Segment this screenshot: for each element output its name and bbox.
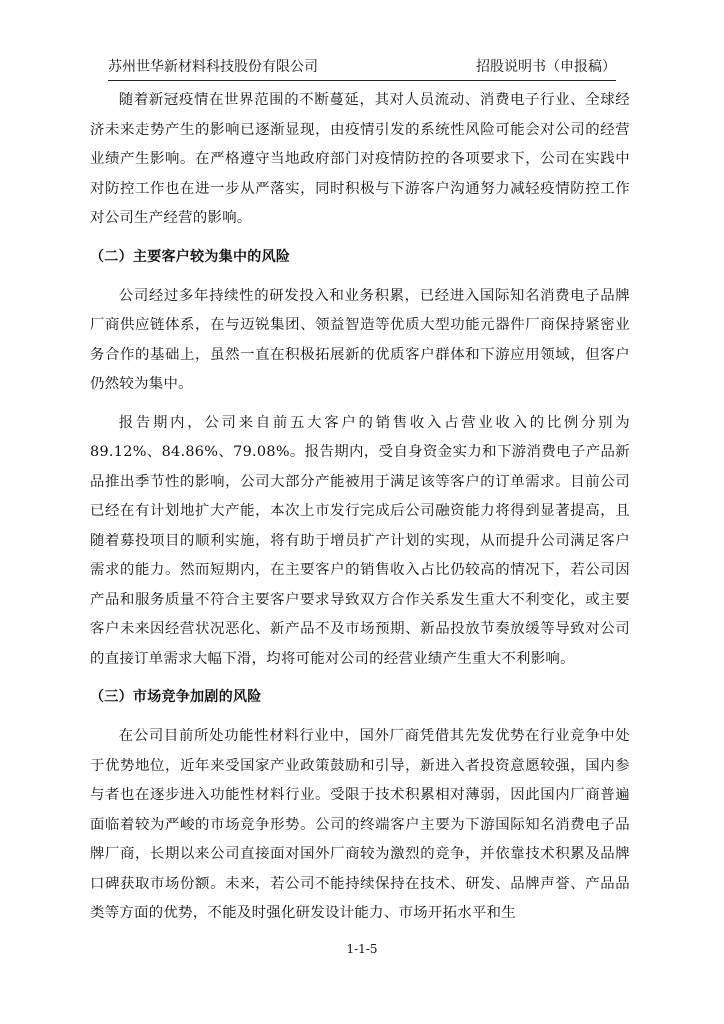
paragraph-customer-revenue-share: 报告期内，公司来自前五大客户的销售收入占营业收入的比例分别为89.12%、84.86%、79.08%。报告期内，受自身资金实力和下游消费电子产品新品推出季节性的影响，公司大部分产能被用于满足该等客户的订单需求。目前公司已经在有计划地扩大产能，本次上市发行完成后公司融资能力将得到显著提高，且随着募投项目的顺利实施，将有助于增员扩产计划的实现，从而提升公司满足客户需求的能力。然而短期内，在主要客户的销售收入占比仍较高的情况下，若公司因产品和服务质量不符合主要客户要求导致双方合作关系发生重大不利变化，或主要客户未来因经营状况恶化、新产品不及市场预期、新品投放节奏放缓等导致对公司的直接订单需求大幅下滑，均将可能对公司的经营业绩产生重大不利影响。: [90, 414, 630, 667]
section-heading-customer-concentration: （二）主要客户较为集中的风险: [90, 248, 291, 265]
paragraph-market-competition: 在公司目前所处功能性材料行业中，国外厂商凭借其先发优势在行业竞争中处于优势地位，近年来受国家产业政策鼓励和引导，新进入者投资意愿较强，国内参与者也在逐步进入功能性材料行业。受限于技术积累相对薄弱，因此国内厂商普遍面临着较为严峻的市场竞争形势。公司的终端客户主要为下游国际知名消费电子品牌厂商，长期以来公司直接面对国外厂商较为激烈的竞争，并依靠技术积累及品牌口碑获取市场份额。未来，若公司不能持续保持在技术、研发、品牌声誉、产品品类等方面的优势，不能及时强化研发设计能力、市场开拓水平和生: [90, 728, 630, 921]
page-header: [108, 58, 616, 81]
header-document-title: 招股说明书（申报稿）: [476, 59, 616, 75]
header-company-name: 苏州世华新材料科技股份有限公司: [108, 59, 318, 75]
page-body: [90, 86, 630, 938]
page-number: 1-1-5: [346, 942, 378, 956]
section-heading-market-competition: （三）市场竞争加剧的风险: [90, 689, 262, 705]
paragraph-customer-concentration: 公司经过多年持续性的研发投入和业务积累，已经进入国际知名消费电子品牌厂商供应链体系，在与迈锐集团、领益智造等优质大型功能元器件厂商保持紧密业务合作的基础上，虽然一直在积极拓展新的优质客户群体和下游应用领域，但客户仍然较为集中。: [90, 287, 630, 392]
paragraph-pandemic-risk: 随着新冠疫情在世界范围的不断蔓延，其对人员流动、消费电子行业、全球经济未来走势产生的影响已逐渐显现，由疫情引发的系统性风险可能会对公司的经营业绩产生影响。在严格遵守当地政府部门对疫情防控的各项要求下，公司在实践中对防控工作也在进一步从严落实，同时积极与下游客户沟通努力减轻疫情防控工作对公司生产经营的影响。: [90, 92, 630, 226]
